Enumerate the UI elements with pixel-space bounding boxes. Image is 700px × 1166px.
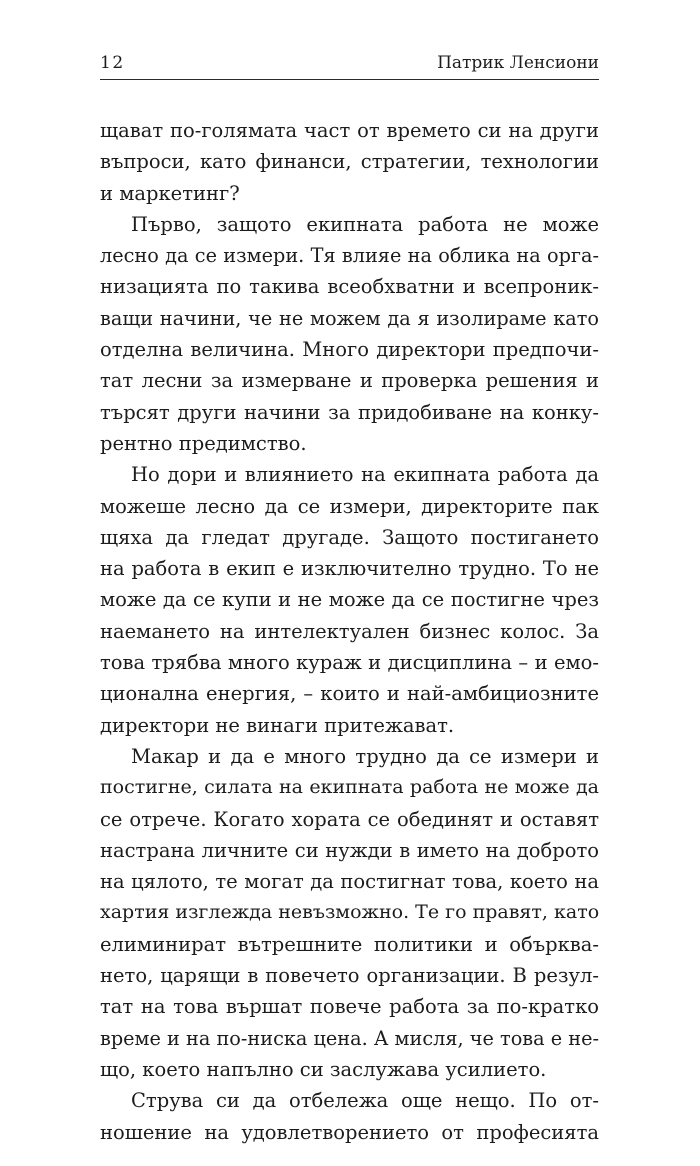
text-line: на работа в екип е изключително трудно. То не — [100, 557, 599, 581]
text-line: що, което напълно си заслужава усилието. — [100, 1057, 547, 1081]
running-head — [100, 52, 599, 82]
text-line: наемането на интелектуален бизнес колос. За — [100, 619, 599, 643]
text-line: Макар и да е много трудно да се измери и — [131, 744, 599, 768]
text-line: ношение на удовлетворението от професията — [100, 1120, 599, 1144]
body-text — [100, 115, 599, 1148]
text-line: щяха да гледат другаде. Защото постигането — [100, 525, 599, 549]
text-line: постигне, силата на екипната работа не може да — [100, 776, 599, 799]
text-line: се отрече. Когато хората се обединят и оставят — [100, 807, 599, 831]
text-line: рентно предимство. — [100, 431, 307, 455]
text-line: елиминират вътрешните политики и обърква- — [100, 932, 599, 956]
text-line: може да се купи и не може да се постигне чрез — [100, 588, 599, 612]
text-line: Първо, защото екипната работа не може — [131, 212, 599, 236]
text-line: щават по-голямата част от времето си на други — [100, 119, 599, 142]
text-line: на цялото, те могат да постигнат това, което на — [100, 870, 599, 894]
page-number: 12 — [100, 53, 125, 73]
running-title: Патрик Ленсиони — [437, 53, 599, 73]
text-line: Но дори и влиянието на екипната работа да — [131, 463, 599, 487]
text-line: лесно да се измери. Тя влияе на облика на орга- — [100, 244, 599, 268]
text-line: ционална енергия, – които и най-амбициозните — [100, 682, 599, 706]
text-line: нето, царящи в повечето организации. В резул- — [100, 964, 599, 988]
text-line: хартия изглежда невъзможно. Те го правят, като — [100, 901, 600, 924]
text-line: Струва си да отбележа още нещо. По от- — [131, 1089, 599, 1113]
text-line: време и на по-ниска цена. А мисля, че това е не- — [100, 1026, 599, 1050]
text-line: търсят други начини за придобиване на конку- — [100, 400, 599, 424]
text-line: директори не винаги притежават. — [100, 713, 455, 737]
text-line: тат на това вършат повече работа за по-кратко — [100, 995, 599, 1019]
text-line: отделна величина. Много директори предпочи- — [100, 338, 599, 362]
text-line: тат лесни за измерване и проверка решения и — [100, 369, 599, 393]
text-line: ващи начини, че не можем да я изолираме като — [100, 306, 599, 330]
text-line: и маркетинг? — [100, 181, 240, 205]
text-line: настрана личните си нужди в името на доброто — [100, 838, 599, 862]
header-rule — [100, 79, 599, 80]
text-line: можеше лесно да се измери, директорите пак — [100, 494, 599, 518]
text-line: низацията по такива всеобхватни и всепроник- — [100, 275, 599, 299]
text-line: въпроси, като финанси, стратегии, технологии — [100, 150, 599, 174]
text-line: това трябва много кураж и дисциплина – и емо- — [100, 651, 599, 675]
